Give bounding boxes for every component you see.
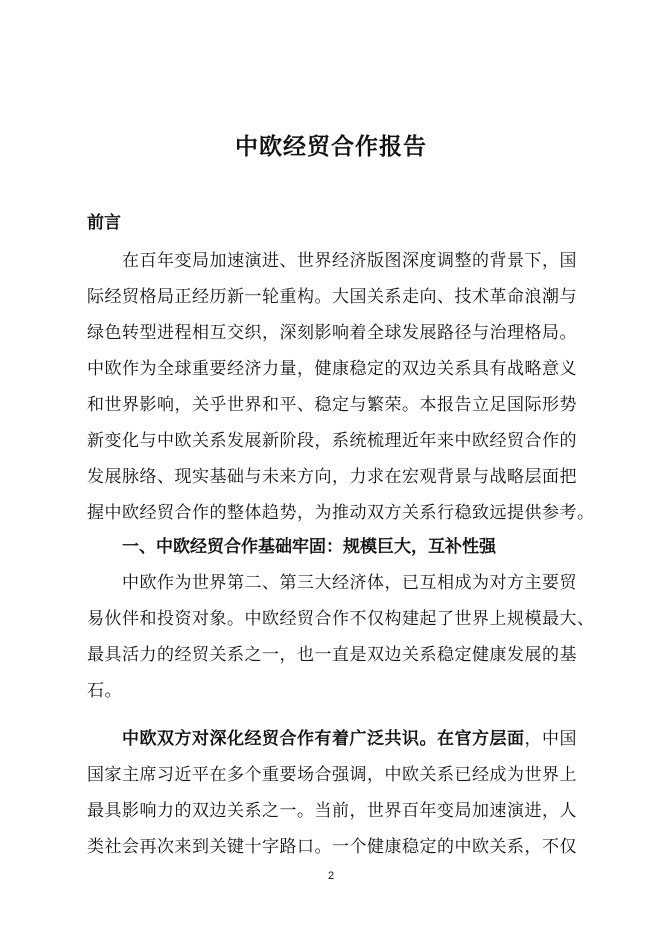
- consensus-bold-lead: 中欧双方对深化经贸合作有着广泛共识。: [122, 729, 437, 749]
- preface-line: 中欧作为全球重要经济力量，健康稳定的双边关系具有战略意义: [87, 359, 577, 379]
- preface-line: 握中欧经贸合作的整体趋势，为推动双方关系行稳致远提供参考。: [87, 503, 595, 523]
- preface-line: 发展脉络、现实基础与未来方向，力求在宏观背景与战略层面把: [87, 467, 577, 487]
- section-one-heading: 一、中欧经贸合作基础牢固：规模巨大，互补性强: [122, 537, 496, 557]
- consensus-official-bold: 在官方层面: [437, 729, 525, 749]
- section-one-line: 中欧作为世界第二、第三大经济体，已互相成为对方主要贸: [122, 573, 577, 593]
- preface-line: 绿色转型进程相互交织，深刻影响着全球发展路径与治理格局。: [87, 323, 577, 343]
- consensus-first-line: [122, 724, 577, 749]
- consensus-line: 最具影响力的双边关系之一。当前，世界百年变局加速演进，人: [87, 801, 577, 821]
- page-number: 2: [327, 870, 335, 882]
- preface-line: 和世界影响，关乎世界和平、稳定与繁荣。本报告立足国际形势: [87, 395, 577, 415]
- section-one-line: 最具活力的经贸关系之一，也一直是双边关系稳定健康发展的基: [87, 645, 577, 665]
- preface-line: 际经贸格局正经历新一轮重构。大国关系走向、技术革命浪潮与: [87, 287, 577, 307]
- consensus-line: 类社会再次来到关键十字路口。一个健康稳定的中欧关系，不仅: [87, 837, 577, 857]
- section-one-line: 易伙伴和投资对象。中欧经贸合作不仅构建起了世界上规模最大、: [87, 609, 595, 629]
- consensus-first-rest: ，中国: [524, 729, 577, 749]
- preface-line: 新变化与中欧关系发展新阶段，系统梳理近年来中欧经贸合作的: [87, 431, 577, 451]
- consensus-line: 国家主席习近平在多个重要场合强调，中欧关系已经成为世界上: [87, 765, 577, 785]
- preface-heading: 前言: [87, 213, 121, 233]
- document-title: 中欧经贸合作报告: [235, 134, 427, 160]
- preface-line: 在百年变局加速演进、世界经济版图深度调整的背景下，国: [122, 251, 577, 271]
- section-one-line: 石。: [87, 681, 122, 701]
